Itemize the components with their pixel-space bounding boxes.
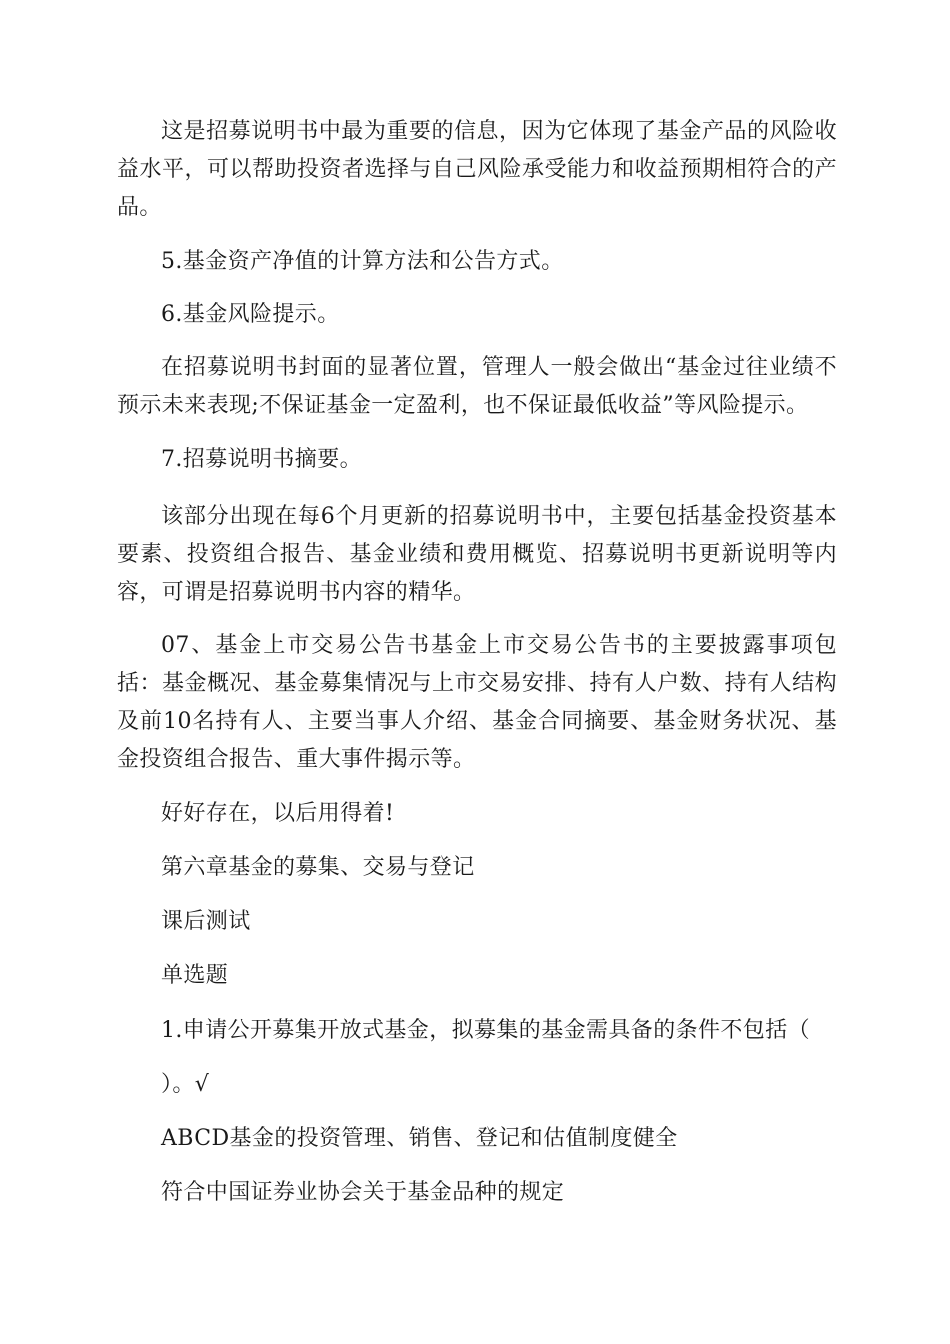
paragraph-note: 好好存在，以后用得着! — [161, 801, 395, 826]
paragraph-summary-section: 该部分出现在每6个月更新的招募说明书中，主要包括基金投资基本要素、投资组合报告、基金业绩和费用概览、招募说明书更新说明等内容，可谓是招募说明书内容的精华。 — [117, 504, 837, 605]
paragraph-item-5: 5.基金资产净值的计算方法和公告方式。 — [161, 249, 564, 274]
paragraph-item-6: 6.基金风险提示。 — [161, 302, 340, 327]
option-a: ABCD基金的投资管理、销售、登记和估值制度健全 — [161, 1126, 678, 1151]
question-1: 1.申请公开募集开放式基金，拟募集的基金需具备的条件不包括（ — [161, 1018, 810, 1043]
section-heading-test: 课后测试 — [161, 909, 251, 934]
chapter-title: 第六章基金的募集、交易与登记 — [161, 855, 475, 880]
paragraph-item-7: 7.招募说明书摘要。 — [161, 447, 362, 472]
section-heading-single-choice: 单选题 — [161, 963, 229, 988]
question-1-answer-mark: ）。√ — [161, 1072, 210, 1097]
paragraph-risk-warning: 在招募说明书封面的显著位置，管理人一般会做出“基金过往业绩不预示未来表现;不保证基金一定盈利，也不保证最低收益”等风险提示。 — [117, 355, 837, 418]
option-b: 符合中国证券业协会关于基金品种的规定 — [161, 1180, 565, 1205]
paragraph-risk-return-info: 这是招募说明书中最为重要的信息，因为它体现了基金产品的风险收益水平，可以帮助投资者选择与自己风险承受能力和收益预期相符合的产品。 — [117, 119, 837, 220]
paragraph-listing-announcement: 07、基金上市交易公告书基金上市交易公告书的主要披露事项包括：基金概况、基金募集情况与上市交易安排、持有人户数、持有人结构及前10名持有人、主要当事人介绍、基金合同摘要、基金财务状况、基金投资组合报告、重大事件揭示等。 — [117, 633, 837, 772]
